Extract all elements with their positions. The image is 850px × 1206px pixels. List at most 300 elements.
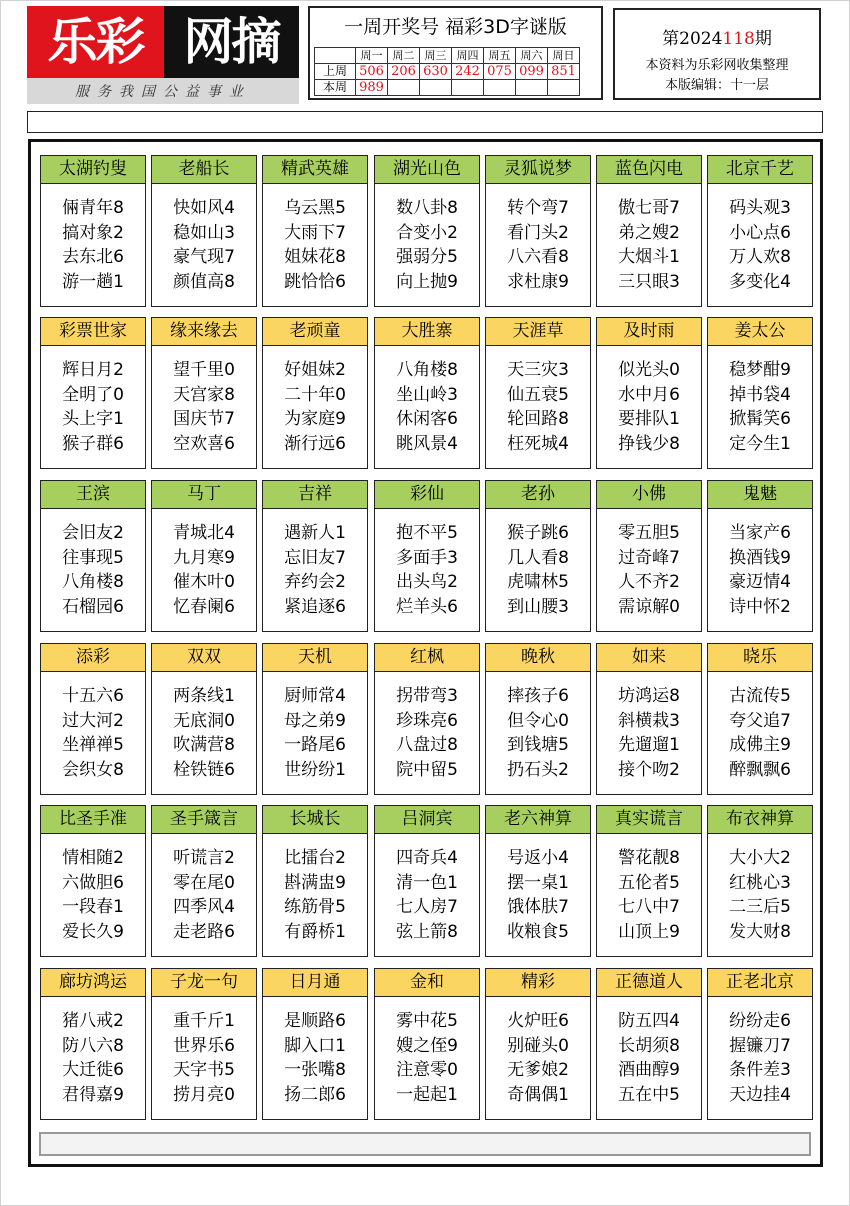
riddle-lines	[41, 346, 145, 456]
draw-results-panel	[308, 6, 603, 100]
riddle-line: 四奇兵4	[396, 848, 458, 868]
riddle-card	[40, 968, 146, 1120]
riddle-line: 跳恰恰6	[284, 271, 346, 292]
riddle-line: 渐行远6	[284, 433, 346, 454]
riddle-line: 五伦者5	[618, 872, 680, 893]
riddle-lines	[263, 346, 367, 456]
riddle-line: 警花靓8	[618, 848, 680, 868]
riddle-line: 多变化4	[729, 271, 791, 292]
riddle-line: 坐禅禅5	[62, 735, 124, 755]
riddle-line: 世纷纷1	[284, 759, 346, 780]
riddle-author: 精武英雄	[263, 156, 367, 184]
riddle-author: 精彩	[486, 969, 590, 997]
riddle-author: 晓乐	[708, 644, 812, 672]
riddle-line: 红桃心3	[729, 872, 791, 893]
riddle-line: 八角楼8	[62, 572, 124, 592]
riddle-line: 防五四4	[618, 1011, 680, 1031]
riddle-line: 成佛主9	[729, 735, 791, 755]
riddle-line: 一张嘴8	[284, 1060, 346, 1080]
draw-number: 206	[388, 64, 420, 80]
riddle-line: 珍珠亮6	[396, 710, 458, 731]
riddle-line: 情相随2	[62, 848, 124, 868]
riddle-card	[374, 805, 480, 957]
riddle-author: 长城长	[263, 806, 367, 834]
riddle-author: 双双	[152, 644, 256, 672]
riddle-author: 太湖钓叟	[41, 156, 145, 184]
riddle-line: 条件差3	[729, 1060, 791, 1080]
riddle-line: 快如风4	[173, 198, 235, 218]
riddle-line: 饿体肤7	[507, 897, 569, 917]
riddle-author: 布衣神算	[708, 806, 812, 834]
riddle-author: 比圣手准	[41, 806, 145, 834]
day-header: 周五	[484, 48, 516, 64]
riddle-lines	[597, 672, 701, 782]
riddle-card	[374, 480, 480, 632]
riddle-line: 六做胆6	[62, 872, 124, 893]
riddle-line: 轮回路8	[507, 409, 569, 429]
riddle-author: 蓝色闪电	[597, 156, 701, 184]
riddle-lines	[375, 509, 479, 619]
riddle-line: 弟之嫂2	[618, 222, 680, 243]
riddle-line: 石榴园6	[62, 596, 124, 617]
riddle-card	[374, 155, 480, 307]
riddle-lines	[708, 509, 812, 619]
riddle-line: 扔石头2	[507, 759, 569, 780]
riddle-author: 姜太公	[708, 318, 812, 346]
riddle-author: 添彩	[41, 644, 145, 672]
riddle-lines	[152, 184, 256, 294]
logo	[27, 6, 299, 104]
riddle-line: 号返小4	[507, 848, 569, 868]
last-week-row	[315, 64, 580, 80]
riddle-line: 扬二郎6	[284, 1084, 346, 1105]
riddle-line: 古流传5	[729, 686, 791, 706]
day-header: 周二	[388, 48, 420, 64]
draw-results-table	[314, 47, 580, 96]
riddle-line: 眺风景4	[396, 433, 458, 454]
riddle-lines	[375, 997, 479, 1107]
riddle-line: 二十年0	[284, 384, 346, 405]
riddle-row	[40, 805, 820, 958]
riddle-line: 长胡须8	[618, 1035, 680, 1056]
riddle-line: 诗中怀2	[729, 596, 791, 617]
riddle-line: 爱长久9	[62, 921, 124, 942]
riddle-line: 望千里0	[173, 360, 235, 380]
riddle-author: 鬼魅	[708, 481, 812, 509]
riddle-line: 无底洞0	[173, 710, 235, 731]
riddle-lines	[486, 509, 590, 619]
day-header: 周四	[452, 48, 484, 64]
riddle-line: 码头观3	[729, 198, 791, 218]
riddle-line: 催木叶0	[173, 572, 235, 592]
riddle-line: 脚入口1	[284, 1035, 346, 1056]
riddle-line: 一路尾6	[284, 735, 346, 755]
riddle-card	[151, 317, 257, 469]
riddle-card	[485, 643, 591, 795]
riddle-card	[707, 155, 813, 307]
riddle-lines	[375, 184, 479, 294]
riddle-line: 两条线1	[173, 686, 235, 706]
riddle-line: 往事现5	[62, 547, 124, 568]
issue-num: 118	[722, 29, 755, 49]
riddle-card	[151, 155, 257, 307]
riddle-line: 好姐妹2	[284, 360, 346, 380]
riddle-line: 水中月6	[618, 384, 680, 405]
riddle-line: 出头鸟2	[396, 572, 458, 592]
riddle-card	[262, 968, 368, 1120]
riddle-row	[40, 480, 820, 633]
riddle-author: 正德道人	[597, 969, 701, 997]
riddle-line: 雾中花5	[396, 1011, 458, 1031]
riddle-lines	[597, 834, 701, 944]
riddle-line: 要排队1	[618, 409, 680, 429]
riddle-line: 似光头0	[618, 360, 680, 380]
riddle-line: 定今生1	[729, 433, 791, 454]
riddle-lines	[597, 509, 701, 619]
riddle-author: 天机	[263, 644, 367, 672]
riddle-card	[40, 317, 146, 469]
riddle-line: 斟满盅9	[284, 872, 346, 893]
riddle-author: 大胜寨	[375, 318, 479, 346]
riddle-line: 转个弯7	[507, 198, 569, 218]
bottom-banner	[39, 1132, 811, 1156]
riddle-line: 奇偶偶1	[507, 1084, 569, 1105]
riddle-line: 搞对象2	[62, 222, 124, 243]
day-header: 周一	[356, 48, 388, 64]
riddle-lines	[263, 997, 367, 1107]
riddle-line: 发大财8	[729, 921, 791, 942]
riddle-card	[485, 155, 591, 307]
riddle-lines	[708, 997, 812, 1107]
draw-results-title: 一周开奖号 福彩3D字谜版	[344, 16, 567, 38]
riddle-lines	[41, 997, 145, 1107]
riddle-author: 日月通	[263, 969, 367, 997]
riddle-line: 听谎言2	[173, 848, 235, 868]
riddle-card	[262, 643, 368, 795]
day-header: 周日	[548, 48, 580, 64]
riddle-lines	[486, 997, 590, 1107]
riddle-line: 弦上箭8	[396, 921, 458, 942]
riddle-line: 会织女8	[62, 759, 124, 780]
riddle-lines	[486, 834, 590, 944]
riddle-lines	[375, 672, 479, 782]
riddle-line: 有爵桥1	[284, 921, 346, 942]
logo-wordmark	[27, 6, 299, 78]
riddle-line: 挣钱少8	[618, 433, 680, 454]
riddle-line: 酒曲醇9	[618, 1060, 680, 1080]
riddle-lines	[708, 834, 812, 944]
riddle-line: 弃约会2	[284, 572, 346, 592]
riddle-line: 纷纷走6	[729, 1011, 791, 1031]
day-header: 周六	[516, 48, 548, 64]
riddle-author: 子龙一句	[152, 969, 256, 997]
riddle-line: 豪迈情4	[729, 572, 791, 592]
riddle-lines	[486, 672, 590, 782]
riddle-line: 母之弟9	[284, 710, 346, 731]
riddle-card	[485, 480, 591, 632]
riddle-line: 天字书5	[173, 1060, 235, 1080]
riddle-author: 吉祥	[263, 481, 367, 509]
riddle-line: 大迁徙6	[62, 1060, 124, 1080]
riddle-line: 乌云黑5	[284, 198, 346, 218]
riddle-line: 吹满营8	[173, 735, 235, 755]
riddle-line: 八六看8	[507, 247, 569, 267]
riddle-line: 君得嘉9	[62, 1084, 124, 1105]
riddle-card	[707, 805, 813, 957]
riddle-line: 猴子群6	[62, 433, 124, 454]
riddle-author: 彩票世家	[41, 318, 145, 346]
riddle-line: 抱不平5	[396, 523, 458, 543]
draw-number	[516, 80, 548, 96]
riddle-line: 无爹娘2	[507, 1060, 569, 1080]
day-header: 周三	[420, 48, 452, 64]
riddle-line: 零在尾0	[173, 872, 235, 893]
riddle-lines	[486, 346, 590, 456]
issue-prefix: 第2024	[662, 29, 723, 49]
issue-number	[615, 24, 819, 49]
riddle-line: 零五胆5	[618, 523, 680, 543]
riddle-line: 求杜康9	[507, 271, 569, 292]
riddle-lines	[263, 672, 367, 782]
riddle-author: 圣手箴言	[152, 806, 256, 834]
riddle-line: 七八中7	[618, 897, 680, 917]
riddle-line: 万人欢8	[729, 247, 791, 267]
draw-number: 630	[420, 64, 452, 80]
riddle-line: 遇新人1	[284, 523, 346, 543]
riddle-line: 斜横栽3	[618, 710, 680, 731]
riddle-line: 猪八戒2	[62, 1011, 124, 1031]
riddle-line: 四季风4	[173, 897, 235, 917]
draw-number: 851	[548, 64, 580, 80]
riddle-author: 红枫	[375, 644, 479, 672]
riddle-line: 八盘过8	[396, 735, 458, 755]
riddle-line: 三只眼3	[618, 271, 680, 292]
top-banner	[27, 111, 823, 133]
riddle-line: 青城北4	[173, 523, 235, 543]
riddle-card	[374, 643, 480, 795]
riddle-lines	[708, 346, 812, 456]
riddle-line: 掉书袋4	[729, 384, 791, 405]
editor-credit: 本版编辑：十一层	[664, 78, 769, 93]
riddle-line: 紧追逐6	[284, 596, 346, 617]
riddle-lines	[597, 184, 701, 294]
riddle-line: 院中留5	[396, 759, 458, 780]
riddle-lines	[152, 509, 256, 619]
riddle-lines	[708, 672, 812, 782]
riddle-line: 八角楼8	[396, 360, 458, 380]
logo-slogan: 服务我国公益事业	[75, 84, 251, 100]
riddle-lines	[263, 184, 367, 294]
riddle-card	[485, 805, 591, 957]
riddle-author: 晚秋	[486, 644, 590, 672]
riddle-line: 拐带弯3	[396, 686, 458, 706]
riddle-line: 大雨下7	[284, 222, 346, 243]
riddle-line: 走老路6	[173, 921, 235, 942]
riddle-lines	[41, 834, 145, 944]
riddle-line: 当家产6	[729, 523, 791, 543]
riddle-card	[151, 968, 257, 1120]
riddle-line: 到钱塘5	[507, 735, 569, 755]
riddle-card	[707, 317, 813, 469]
riddle-line: 向上抛9	[396, 271, 458, 292]
riddle-line: 重千斤1	[173, 1011, 235, 1031]
riddle-line: 嫂之侄9	[396, 1035, 458, 1056]
riddle-line: 七人房7	[396, 897, 458, 917]
riddle-author: 吕洞宾	[375, 806, 479, 834]
riddle-line: 国庆节7	[173, 409, 235, 429]
logo-left-text: 乐彩	[27, 6, 164, 78]
riddle-card	[151, 480, 257, 632]
riddle-card	[596, 968, 702, 1120]
riddle-author: 及时雨	[597, 318, 701, 346]
riddle-line: 火炉旺6	[507, 1011, 569, 1031]
riddle-line: 游一趟1	[62, 271, 124, 292]
riddle-lines	[152, 346, 256, 456]
riddle-line: 五在中5	[618, 1084, 680, 1105]
riddle-card	[40, 643, 146, 795]
riddle-line: 姐妹花8	[284, 247, 346, 267]
riddle-line: 大小大2	[729, 848, 791, 868]
riddle-line: 看门头2	[507, 222, 569, 243]
riddle-line: 山顶上9	[618, 921, 680, 942]
riddle-card	[151, 643, 257, 795]
riddle-row	[40, 317, 820, 470]
riddle-line: 小心点6	[729, 222, 791, 243]
riddle-line: 练筋骨5	[284, 897, 346, 917]
riddle-card	[262, 805, 368, 957]
riddle-line: 先遛遛1	[618, 735, 680, 755]
riddle-line: 摔孩子6	[507, 686, 569, 706]
riddle-line: 醉飘飘6	[729, 759, 791, 780]
riddle-lines	[152, 672, 256, 782]
riddle-line: 一段春1	[62, 897, 124, 917]
riddle-line: 九月寒9	[173, 547, 235, 568]
riddle-line: 天三灾3	[507, 360, 569, 380]
riddle-lines	[708, 184, 812, 294]
riddle-card	[374, 968, 480, 1120]
draw-number: 075	[484, 64, 516, 80]
riddle-line: 清一色1	[396, 872, 458, 893]
riddle-line: 接个吻2	[618, 759, 680, 780]
riddle-author: 灵狐说梦	[486, 156, 590, 184]
riddle-lines	[152, 834, 256, 944]
riddle-line: 头上字1	[62, 409, 124, 429]
riddle-line: 人不齐2	[618, 572, 680, 592]
riddle-board	[28, 139, 823, 1167]
riddle-line: 合变小2	[396, 222, 458, 243]
riddle-line: 掀髯笑6	[729, 409, 791, 429]
draw-number	[484, 80, 516, 96]
riddle-row	[40, 968, 820, 1121]
riddle-lines	[41, 672, 145, 782]
riddle-line: 仙五衰5	[507, 384, 569, 405]
riddle-lines	[263, 509, 367, 619]
riddle-card	[596, 805, 702, 957]
riddle-line: 强弱分5	[396, 247, 458, 267]
riddle-line: 栓铁链6	[173, 759, 235, 780]
riddle-author: 北京千艺	[708, 156, 812, 184]
riddle-lines	[152, 997, 256, 1107]
riddle-card	[596, 480, 702, 632]
riddle-author: 金和	[375, 969, 479, 997]
riddle-line: 比擂台2	[284, 848, 346, 868]
riddle-row	[40, 155, 820, 308]
riddle-card	[262, 480, 368, 632]
draw-number	[388, 80, 420, 96]
riddle-line: 辉日月2	[62, 360, 124, 380]
riddle-line: 多面手3	[396, 547, 458, 568]
riddle-line: 过大河2	[62, 710, 124, 731]
riddle-line: 忘旧友7	[284, 547, 346, 568]
riddle-author: 老孙	[486, 481, 590, 509]
source-note: 本资料为乐彩网收集整理	[645, 58, 789, 73]
riddle-card	[707, 643, 813, 795]
riddle-line: 猴子跳6	[507, 523, 569, 543]
riddle-line: 摆一桌1	[507, 872, 569, 893]
riddle-line: 颜值高8	[173, 271, 235, 292]
riddle-line: 枉死城4	[507, 433, 569, 454]
riddle-card	[262, 317, 368, 469]
riddle-row	[40, 643, 820, 796]
riddle-line: 豪气现7	[173, 247, 235, 267]
riddle-author: 老六神算	[486, 806, 590, 834]
riddle-line: 握镰刀7	[729, 1035, 791, 1056]
riddle-lines	[375, 834, 479, 944]
riddle-author: 王滨	[41, 481, 145, 509]
riddle-card	[596, 643, 702, 795]
riddle-author: 天涯草	[486, 318, 590, 346]
riddle-card	[485, 968, 591, 1120]
last-week-label: 上周	[315, 64, 356, 80]
riddle-line: 全明了0	[62, 384, 124, 405]
riddle-card	[40, 155, 146, 307]
draw-number	[452, 80, 484, 96]
riddle-card	[151, 805, 257, 957]
riddle-author: 湖光山色	[375, 156, 479, 184]
riddle-line: 捞月亮0	[173, 1084, 235, 1105]
riddle-author: 小佛	[597, 481, 701, 509]
riddle-lines	[597, 346, 701, 456]
riddle-lines	[41, 184, 145, 294]
riddle-card	[707, 480, 813, 632]
riddle-line: 数八卦8	[396, 198, 458, 218]
riddle-line: 防八六8	[62, 1035, 124, 1056]
riddle-author: 彩仙	[375, 481, 479, 509]
riddle-line: 大烟斗1	[618, 247, 680, 267]
riddle-card	[374, 317, 480, 469]
draw-number: 242	[452, 64, 484, 80]
riddle-author: 如来	[597, 644, 701, 672]
riddle-line: 空欢喜6	[173, 433, 235, 454]
riddle-line: 会旧友2	[62, 523, 124, 543]
riddle-line: 稳如山3	[173, 222, 235, 243]
riddle-author: 老船长	[152, 156, 256, 184]
riddle-author: 真实谎言	[597, 806, 701, 834]
riddle-line: 世界乐6	[173, 1035, 235, 1056]
riddle-card	[40, 805, 146, 957]
this-week-label: 本周	[315, 80, 356, 96]
draw-number	[420, 80, 452, 96]
riddle-line: 忆春阑6	[173, 596, 235, 617]
riddle-line: 虎啸林5	[507, 572, 569, 592]
logo-right-text: 网摘	[164, 6, 299, 78]
this-week-row	[315, 80, 580, 96]
draw-number: 989	[356, 80, 388, 96]
riddle-line: 二三后5	[729, 897, 791, 917]
riddle-line: 注意零0	[396, 1060, 458, 1080]
riddle-line: 过奇峰7	[618, 547, 680, 568]
riddle-line: 倆青年8	[62, 198, 124, 218]
